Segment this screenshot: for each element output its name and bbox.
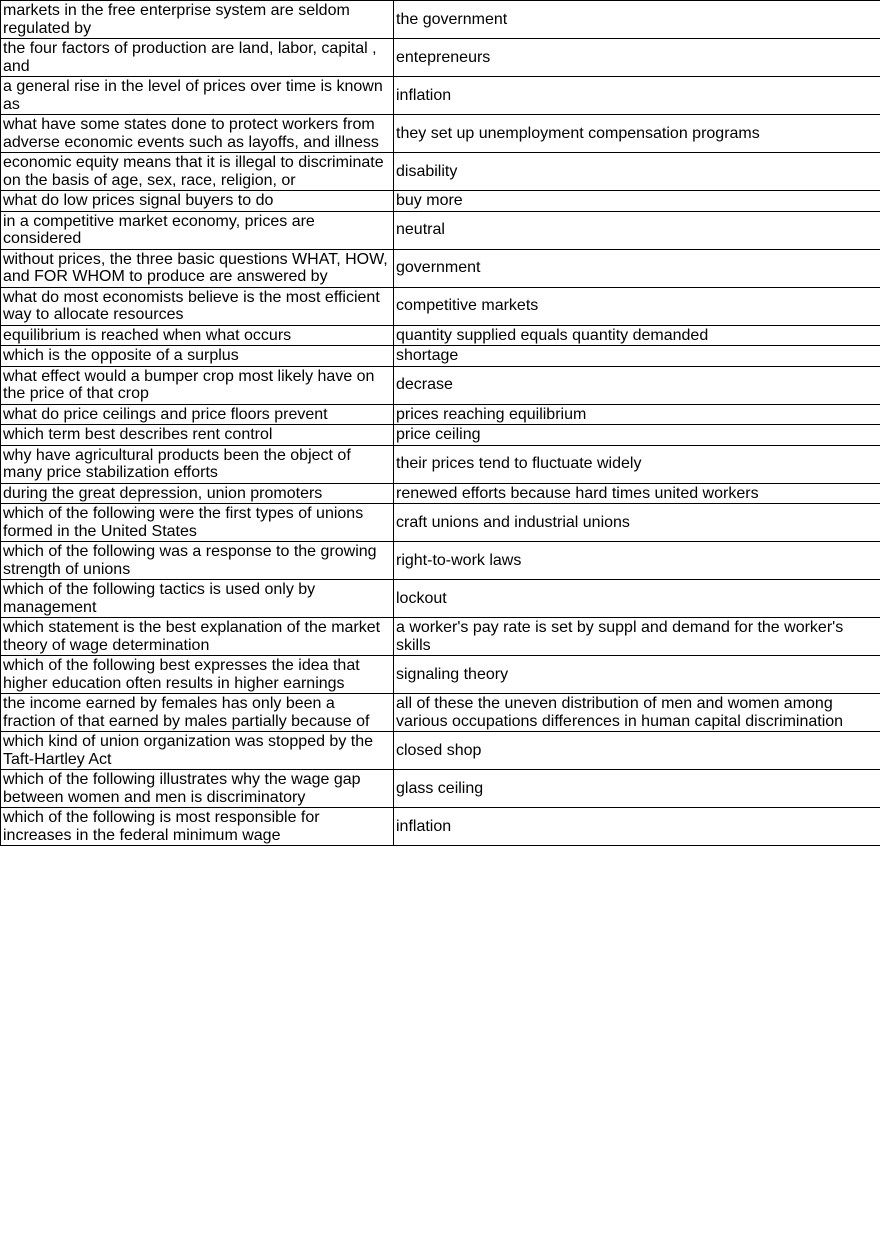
table-row bbox=[1, 287, 880, 325]
term-cell: which kind of union organization was stopped by the Taft-Hartley Act bbox=[1, 732, 394, 770]
table-row bbox=[1, 346, 880, 367]
term-cell: which statement is the best explanation of the market theory of wage determination bbox=[1, 618, 394, 656]
definition-cell: prices reaching equilibrium bbox=[394, 404, 880, 425]
definition-cell: buy more bbox=[394, 191, 880, 212]
table-row bbox=[1, 425, 880, 446]
definition-cell: entepreneurs bbox=[394, 39, 880, 77]
term-cell: which of the following tactics is used only by management bbox=[1, 580, 394, 618]
table-row bbox=[1, 1, 880, 39]
term-cell: which of the following was a response to the growing strength of unions bbox=[1, 542, 394, 580]
table-row bbox=[1, 445, 880, 483]
term-cell: the income earned by females has only been a fraction of that earned by males partially because of bbox=[1, 694, 394, 732]
term-cell: what do price ceilings and price floors prevent bbox=[1, 404, 394, 425]
definition-cell: all of these the uneven distribution of men and women among various occupations differences in human capital discrimination bbox=[394, 694, 880, 732]
term-cell: which of the following best expresses the idea that higher education often results in higher earnings bbox=[1, 656, 394, 694]
definition-cell: right-to-work laws bbox=[394, 542, 880, 580]
term-cell: which of the following illustrates why the wage gap between women and men is discriminatory bbox=[1, 770, 394, 808]
definition-cell: their prices tend to fluctuate widely bbox=[394, 445, 880, 483]
definition-cell: price ceiling bbox=[394, 425, 880, 446]
table-row bbox=[1, 694, 880, 732]
table-row bbox=[1, 39, 880, 77]
term-cell: what have some states done to protect workers from adverse economic events such as layoffs, and illness bbox=[1, 115, 394, 153]
definition-cell: renewed efforts because hard times united workers bbox=[394, 483, 880, 504]
table-row bbox=[1, 153, 880, 191]
term-cell: what do most economists believe is the most efficient way to allocate resources bbox=[1, 287, 394, 325]
term-cell: what effect would a bumper crop most likely have on the price of that crop bbox=[1, 366, 394, 404]
definition-cell: inflation bbox=[394, 808, 880, 846]
definition-cell: competitive markets bbox=[394, 287, 880, 325]
definition-cell: closed shop bbox=[394, 732, 880, 770]
term-cell: which term best describes rent control bbox=[1, 425, 394, 446]
table-row bbox=[1, 77, 880, 115]
definition-cell: glass ceiling bbox=[394, 770, 880, 808]
term-cell: what do low prices signal buyers to do bbox=[1, 191, 394, 212]
table-row bbox=[1, 770, 880, 808]
term-cell: which of the following is most responsible for increases in the federal minimum wage bbox=[1, 808, 394, 846]
table-row bbox=[1, 211, 880, 249]
term-cell: without prices, the three basic questions WHAT, HOW, and FOR WHOM to produce are answered by bbox=[1, 249, 394, 287]
definition-cell: quantity supplied equals quantity demanded bbox=[394, 325, 880, 346]
definition-cell: government bbox=[394, 249, 880, 287]
table-row bbox=[1, 618, 880, 656]
term-cell: the four factors of production are land, labor, capital , and bbox=[1, 39, 394, 77]
definition-cell: shortage bbox=[394, 346, 880, 367]
definition-cell: inflation bbox=[394, 77, 880, 115]
term-cell: which is the opposite of a surplus bbox=[1, 346, 394, 367]
term-cell: economic equity means that it is illegal to discriminate on the basis of age, sex, race, religion, or bbox=[1, 153, 394, 191]
table-row bbox=[1, 115, 880, 153]
term-cell: which of the following were the first types of unions formed in the United States bbox=[1, 504, 394, 542]
term-cell: during the great depression, union promoters bbox=[1, 483, 394, 504]
table-row bbox=[1, 191, 880, 212]
definition-cell: the government bbox=[394, 1, 880, 39]
definition-cell: neutral bbox=[394, 211, 880, 249]
term-cell: in a competitive market economy, prices are considered bbox=[1, 211, 394, 249]
term-cell: a general rise in the level of prices over time is known as bbox=[1, 77, 394, 115]
table-row bbox=[1, 366, 880, 404]
table-row bbox=[1, 504, 880, 542]
definition-cell: disability bbox=[394, 153, 880, 191]
table-row bbox=[1, 542, 880, 580]
table-row bbox=[1, 404, 880, 425]
definition-cell: craft unions and industrial unions bbox=[394, 504, 880, 542]
table-row bbox=[1, 808, 880, 846]
definition-cell: lockout bbox=[394, 580, 880, 618]
term-cell: markets in the free enterprise system are seldom regulated by bbox=[1, 1, 394, 39]
term-cell: equilibrium is reached when what occurs bbox=[1, 325, 394, 346]
table-row bbox=[1, 249, 880, 287]
flashcard-table-body bbox=[1, 1, 880, 846]
definition-cell: signaling theory bbox=[394, 656, 880, 694]
table-row bbox=[1, 483, 880, 504]
definition-cell: they set up unemployment compensation programs bbox=[394, 115, 880, 153]
table-row bbox=[1, 656, 880, 694]
definition-cell: a worker's pay rate is set by suppl and demand for the worker's skills bbox=[394, 618, 880, 656]
table-row bbox=[1, 732, 880, 770]
table-row bbox=[1, 580, 880, 618]
term-cell: why have agricultural products been the object of many price stabilization efforts bbox=[1, 445, 394, 483]
table-row bbox=[1, 325, 880, 346]
definition-cell: decrase bbox=[394, 366, 880, 404]
